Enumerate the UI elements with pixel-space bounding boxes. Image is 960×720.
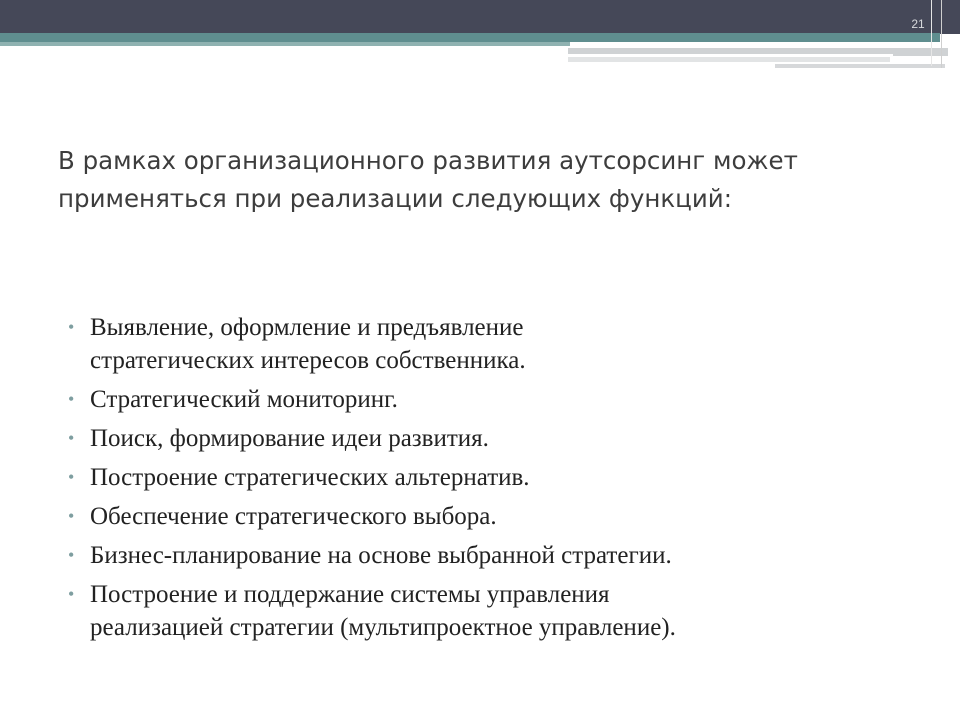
bullet-item — [68, 461, 928, 494]
bullet-item — [68, 383, 928, 416]
slide-title-line: применяться при реализации следующих функций: — [58, 184, 732, 213]
header-decor-bar — [775, 64, 945, 68]
header-decor-line — [568, 54, 893, 56]
bullet-item — [68, 422, 928, 455]
bullet-text: Выявление, оформление и предъявление — [90, 314, 524, 341]
header-decor-bar — [568, 57, 890, 62]
header-accent-stripe-light — [0, 42, 570, 46]
bullet-text: Построение стратегических альтернатив. — [90, 464, 530, 491]
bullet-text: Бизнес-планирование на основе выбранной стратегии. — [90, 542, 672, 569]
bullet-text: Стратегический мониторинг. — [90, 386, 398, 413]
bullet-text: реализацией стратегии (мультипроектное управление). — [90, 614, 676, 641]
bullet-item — [68, 539, 928, 572]
header-decor-divider — [931, 0, 932, 66]
bullet-text: Построение и поддержание системы управления — [90, 581, 610, 608]
bullet-item — [68, 578, 928, 644]
bullet-item — [68, 500, 928, 533]
bullet-text: Обеспечение стратегического выбора. — [90, 503, 497, 530]
header-accent-stripe — [0, 33, 940, 42]
bullet-item — [68, 311, 928, 377]
bullet-text: Поиск, формирование идеи развития. — [90, 425, 489, 452]
header-band — [0, 0, 960, 34]
slide-number: 21 — [911, 17, 925, 31]
bullet-text: стратегических интересов собственника. — [90, 347, 526, 374]
bullet-list — [68, 311, 928, 650]
slide-title-line: В рамках организационного развития аутсорсинг может — [58, 146, 798, 175]
slide-title — [58, 142, 918, 218]
header-decor-divider — [941, 0, 942, 68]
